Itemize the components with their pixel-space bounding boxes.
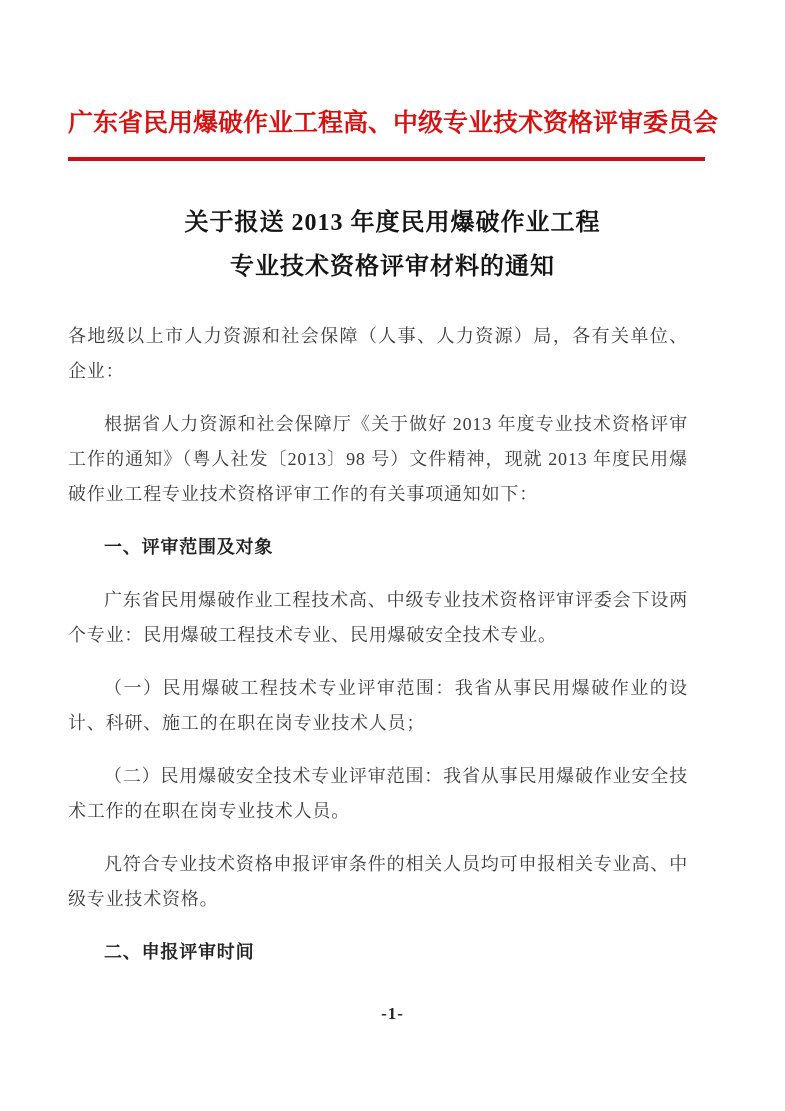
paragraph-scope-item-1: （一）民用爆破工程技术专业评审范围：我省从事民用爆破作业的设计、科研、施工的在职在岗专业技术人员； [68, 678, 688, 733]
page-number: -1- [381, 1004, 404, 1023]
paragraph-eligibility: 凡符合专业技术资格申报评审条件的相关人员均可申报相关专业高、中级专业技术资格。 [68, 854, 688, 909]
paragraph-salutation: 各地级以上市人力资源和社会保障（人事、人力资源）局，各有关单位、企业： [68, 326, 688, 381]
paragraph-intro: 根据省人力资源和社会保障厅《关于做好 2013 年度专业技术资格评审工作的通知》（粤人社发〔2013〕98 号）文件精神，现就 2013 年度民用爆破作业工程专业技术资格评审工作的有关事项通知如下： [68, 414, 688, 504]
document-title [0, 201, 785, 289]
document-title-line1: 关于报送 2013 年度民用爆破作业工程 [184, 210, 601, 236]
letterhead [0, 0, 785, 161]
letterhead-rule [68, 157, 705, 161]
letterhead-org-title: 广东省民用爆破作业工程高、中级专业技术资格评审委员会 [68, 109, 719, 137]
section-heading-2: 二、申报评审时间 [104, 942, 255, 962]
paragraph-scope-item-2: （二）民用爆破安全技术专业评审范围：我省从事民用爆破作业安全技术工作的在职在岗专业技术人员。 [68, 766, 688, 821]
paragraph-scope: 广东省民用爆破作业工程技术高、中级专业技术资格评审评委会下设两个专业：民用爆破工程技术专业、民用爆破安全技术专业。 [68, 590, 688, 645]
document-title-line2: 专业技术资格评审材料的通知 [230, 254, 555, 280]
document-body [68, 319, 688, 970]
section-heading-1: 一、评审范围及对象 [104, 537, 274, 557]
